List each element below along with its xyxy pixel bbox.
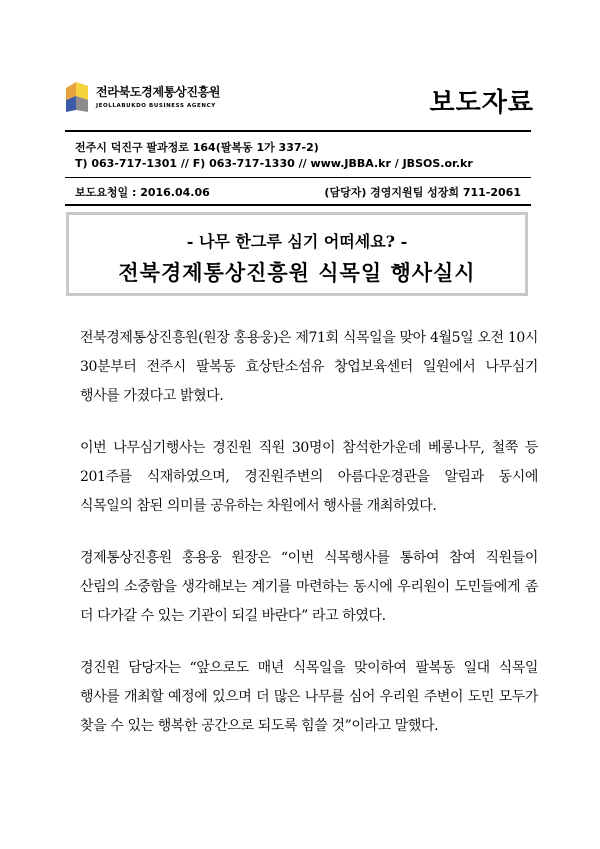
contact-info-box xyxy=(65,130,531,206)
info-divider xyxy=(65,177,531,178)
headline-title: 전북경제통상진흥원 식목일 행사실시 xyxy=(118,260,476,285)
article-paragraph: 경제통상진흥원 홍용웅 원장은 “이번 식목행사를 통하여 참여 직원들이 산림의 소중함을 생각해보는 계기를 마련하는 동시에 우리원이 도민들에게 좀 더 다가갈 수 있는 기관이 되길 바란다” 라고 하였다. xyxy=(80,550,538,624)
article-paragraph: 전북경제통상진흥원(원장 홍용웅)은 제71회 식목일을 맞아 4월5일 오전 10시 30분부터 전주시 팔복동 효상탄소섬유 창업보육센터 일원에서 나무심기 행사를 가졌다고 밝혔다. xyxy=(80,330,538,404)
org-name-ko: 전라북도경제통상진흥원 xyxy=(96,85,221,99)
article-paragraph: 이번 나무심기행사는 경진원 직원 30명이 참석한가운데 베롱나무, 철쭉 등 201주를 식재하였으며, 경진원주변의 아름다운경관을 알림과 동시에 식목일의 참된 의미를 공유하는 차원에서 행사를 개최하였다. xyxy=(80,440,538,514)
org-logo-icon xyxy=(64,80,94,114)
person-in-charge: (담당자) 경영지원팀 성장희 711-2061 xyxy=(324,186,521,199)
headline-subtitle: - 나무 한그루 심기 어떠세요? - xyxy=(186,232,408,251)
address-line: 전주시 덕진구 팔과정로 164(팔복동 1가 337-2) xyxy=(75,141,319,154)
org-name-en: JEOLLABUKDO BUSINESS AGENCY xyxy=(96,103,216,109)
article-body xyxy=(80,324,538,764)
request-date: 보도요청일 : 2016.04.06 xyxy=(75,186,210,199)
headline-box xyxy=(66,212,528,296)
article-paragraph: 경진원 담당자는 “앞으로도 매년 식목일을 맞이하여 팔복동 일대 식목일 행사를 개최할 예정에 있으며 더 많은 나무를 심어 우리원 주변이 도민 모두가 찾을 수 있는 행복한 공간으로 되도록 힘쓸 것”이라고 말했다. xyxy=(80,660,538,734)
phone-fax-web-line: T) 063-717-1301 // F) 063-717-1330 // www.JBBA.kr / JBSOS.or.kr xyxy=(75,157,473,170)
org-logo xyxy=(64,80,224,120)
press-release-title: 보도자료 xyxy=(429,88,534,118)
